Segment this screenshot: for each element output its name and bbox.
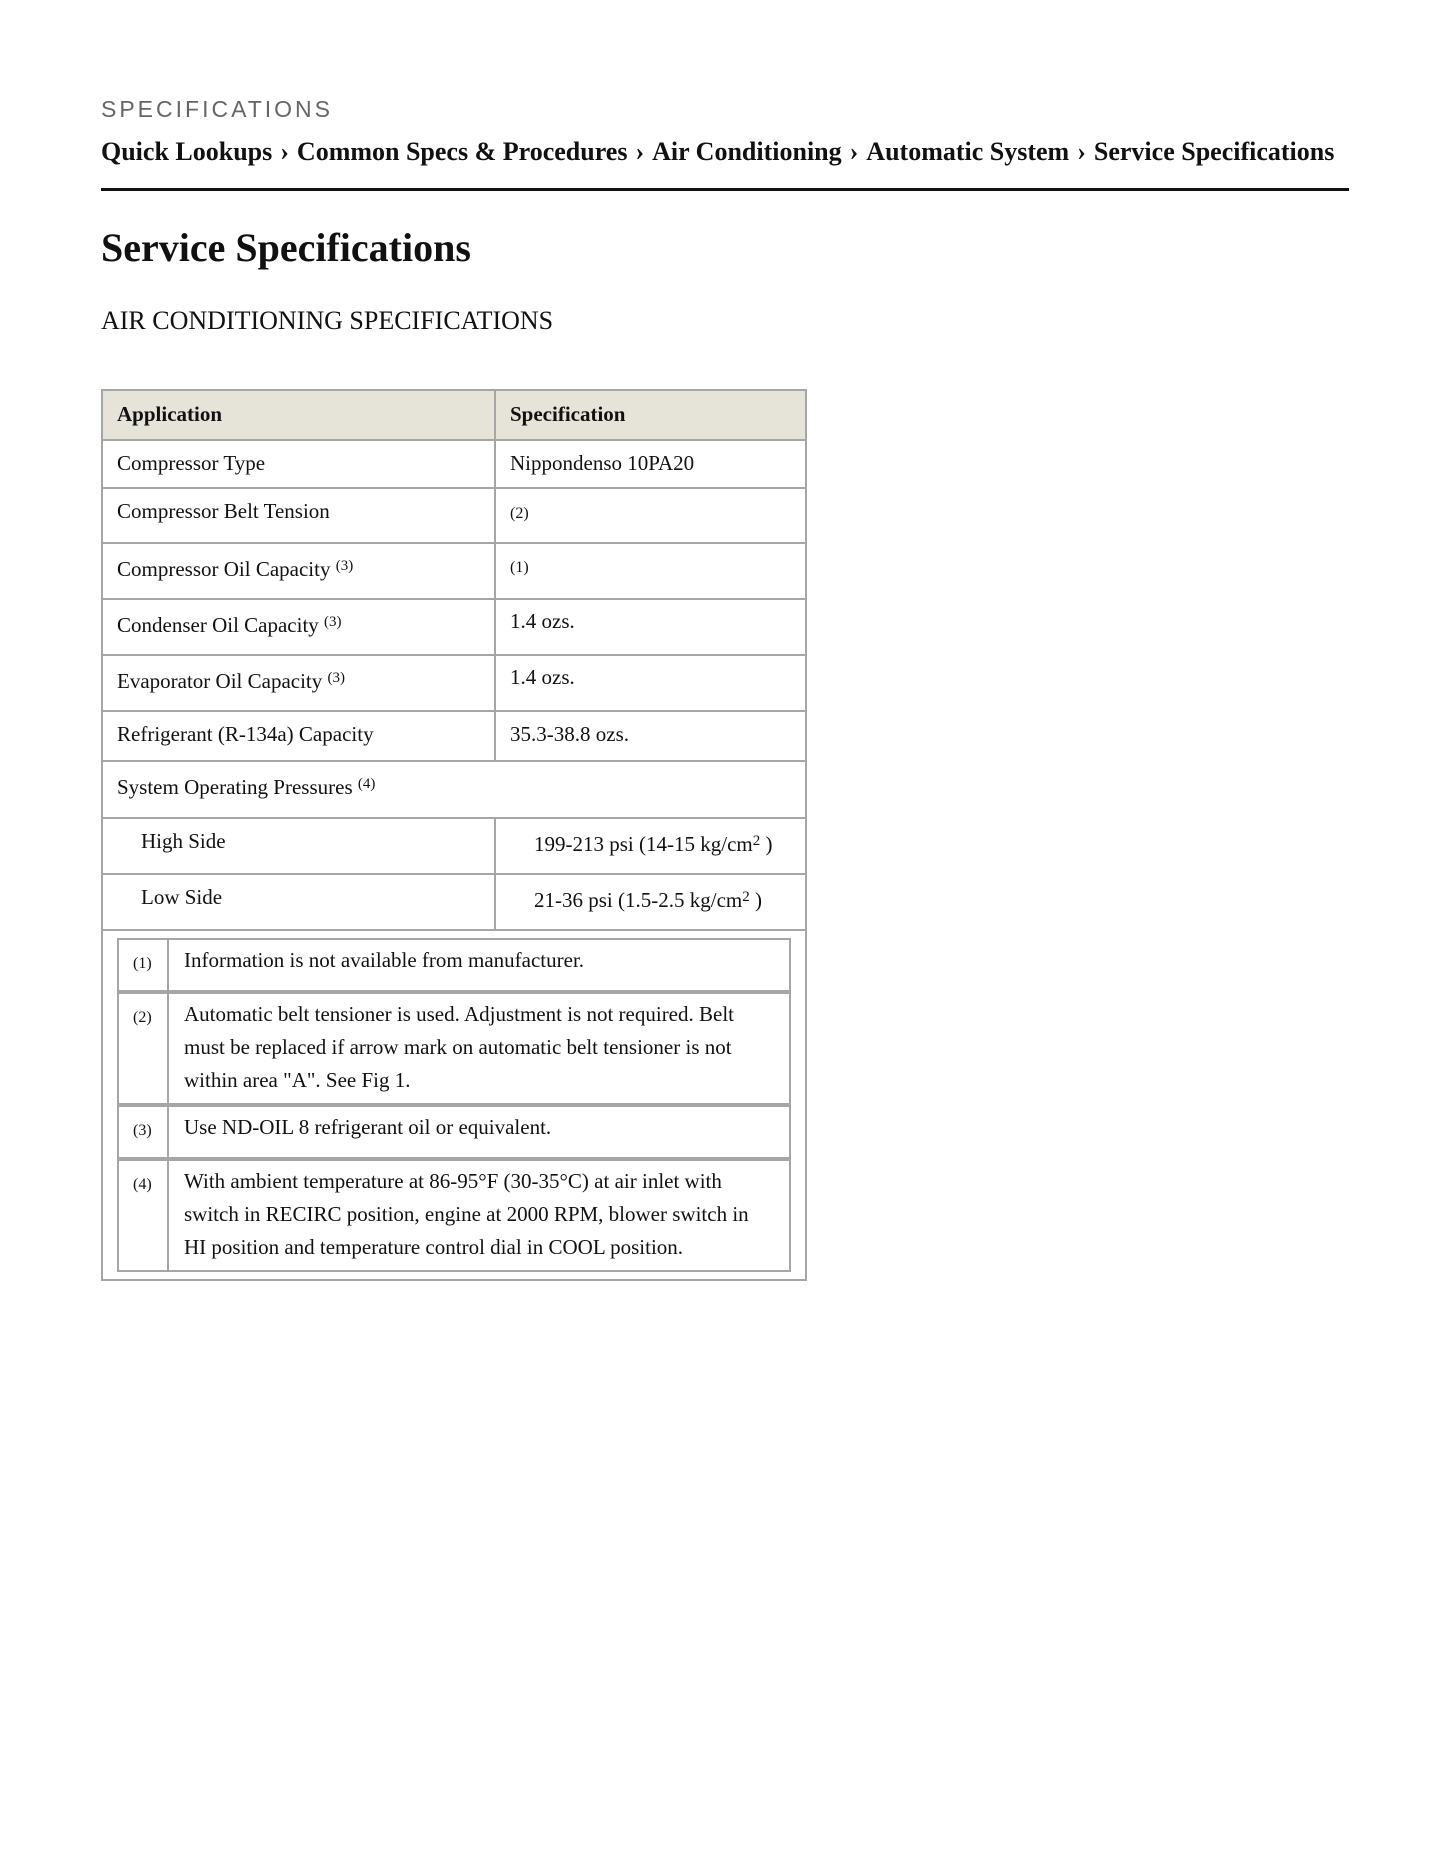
application-text: Refrigerant (R-134a) Capacity <box>117 722 374 746</box>
footnote-ref[interactable]: (3) <box>335 558 354 574</box>
column-header-specification: Specification <box>495 390 806 440</box>
breadcrumb-separator: › <box>635 137 645 166</box>
application-text: Compressor Oil Capacity <box>117 557 331 581</box>
table-row <box>102 655 806 711</box>
breadcrumb-automatic-system[interactable]: Automatic System <box>866 137 1070 166</box>
specification-cell <box>495 818 806 874</box>
application-text: Condenser Oil Capacity <box>117 613 319 637</box>
application-cell <box>102 818 495 874</box>
table-row <box>102 711 806 761</box>
application-text: Compressor Type <box>117 451 266 475</box>
application-cell <box>102 440 495 488</box>
specification-text: 1.4 ozs. <box>510 665 575 689</box>
specification-text: 1.4 ozs. <box>510 609 575 633</box>
footnote-number: (2) <box>118 992 168 1105</box>
breadcrumb-service-specifications: Service Specifications <box>1093 137 1335 166</box>
specification-suffix: ) <box>760 832 773 856</box>
application-cell <box>102 543 495 599</box>
footnotes-table <box>117 938 791 1272</box>
table-row <box>102 599 806 655</box>
header-divider <box>101 188 1349 191</box>
group-label-cell <box>102 761 806 818</box>
specification-text: 199-213 psi (14-15 kg/cm <box>534 832 753 856</box>
application-cell <box>102 711 495 761</box>
specification-cell <box>495 711 806 761</box>
specification-suffix: ) <box>749 888 762 912</box>
footnote-text: With ambient temperature at 86-95°F (30-35°C) at air inlet with switch in RECIRC position, engine at 2000 RPM, blower switch in HI position and temperature control dial in COOL position. <box>168 1159 790 1271</box>
specification-cell <box>495 488 806 543</box>
application-text: Evaporator Oil Capacity <box>117 669 323 693</box>
breadcrumb-separator: › <box>849 137 859 166</box>
specification-text: 21-36 psi (1.5-2.5 kg/cm <box>534 888 743 912</box>
specification-cell <box>495 599 806 655</box>
footnote-number: (3) <box>118 1105 168 1159</box>
breadcrumb-separator: › <box>280 137 289 166</box>
footnote-text: Automatic belt tensioner is used. Adjustment is not required. Belt must be replaced if arrow mark on automatic belt tensioner is not within area "A". See Fig 1. <box>168 992 790 1105</box>
footnote-number: (1) <box>118 939 168 992</box>
application-text: High Side <box>141 829 226 853</box>
column-header-application: Application <box>102 390 495 440</box>
page-title: Service Specifications <box>101 225 471 270</box>
footnote-ref[interactable]: (3) <box>324 614 342 630</box>
table-row <box>102 543 806 599</box>
breadcrumb-quick-lookups[interactable]: Quick Lookups <box>101 137 273 166</box>
group-label: System Operating Pressures <box>117 775 353 799</box>
section-title: AIR CONDITIONING SPECIFICATIONS <box>101 306 554 335</box>
footnote-ref[interactable]: (3) <box>327 670 346 686</box>
footnote-ref[interactable]: (2) <box>510 505 529 522</box>
table-row <box>102 488 806 543</box>
specification-cell <box>495 655 806 711</box>
table-row <box>102 818 806 874</box>
specification-cell <box>495 874 806 930</box>
notes-cell <box>102 930 806 1280</box>
specification-cell <box>495 440 806 488</box>
footnote-ref[interactable]: (4) <box>357 776 376 792</box>
specification-text: Nippondenso 10PA20 <box>510 451 695 475</box>
application-text: Compressor Belt Tension <box>117 499 330 523</box>
footnote-row <box>118 1105 790 1159</box>
footnote-row <box>118 992 790 1105</box>
table-row <box>102 874 806 930</box>
footnote-text: Use ND-OIL 8 refrigerant oil or equivalent. <box>168 1105 790 1159</box>
footnote-number: (4) <box>118 1159 168 1271</box>
application-cell <box>102 874 495 930</box>
exponent: 2 <box>752 833 761 849</box>
specification-cell <box>495 543 806 599</box>
breadcrumb-air-conditioning[interactable]: Air Conditioning <box>652 137 842 166</box>
table-row <box>102 440 806 488</box>
footnote-text: Information is not available from manufacturer. <box>168 939 790 992</box>
application-cell <box>102 488 495 543</box>
footnote-row <box>118 939 790 992</box>
footnote-row <box>118 1159 790 1271</box>
breadcrumb-separator: › <box>1077 137 1086 166</box>
breadcrumb-common-specs[interactable]: Common Specs & Procedures <box>296 137 628 166</box>
application-cell <box>102 655 495 711</box>
footnote-ref[interactable]: (1) <box>510 559 529 576</box>
section-kicker: SPECIFICATIONS <box>101 96 333 122</box>
breadcrumb <box>101 137 1334 167</box>
table-group-row <box>102 761 806 818</box>
notes-row <box>102 930 806 1280</box>
application-cell <box>102 599 495 655</box>
specification-text: 35.3-38.8 ozs. <box>510 722 629 746</box>
specifications-table <box>101 389 807 1281</box>
table-header-row <box>102 390 806 440</box>
application-text: Low Side <box>141 885 223 909</box>
exponent: 2 <box>742 889 750 905</box>
